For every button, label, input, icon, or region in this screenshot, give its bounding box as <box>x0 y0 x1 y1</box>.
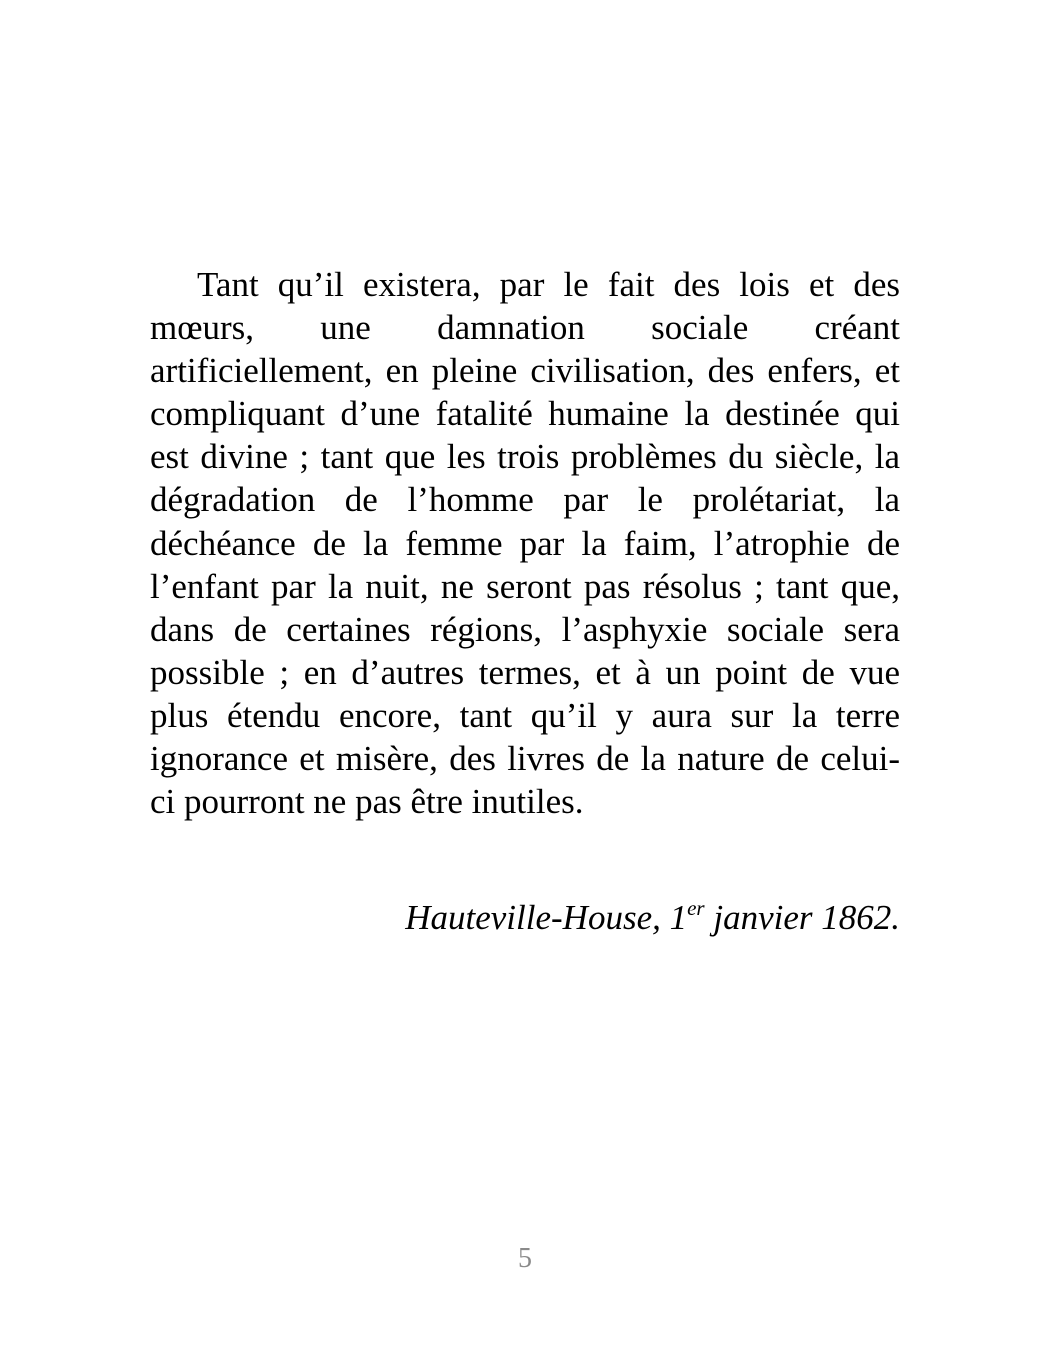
signature-month-year: janvier 1862. <box>704 898 900 938</box>
signature-ordinal-suffix: er <box>687 895 705 920</box>
text-block <box>150 263 900 939</box>
page-number: 5 <box>518 1243 532 1274</box>
body-paragraph: Tant qu’il existera, par le fait des lois et des mœurs, une damnation sociale créant artificiellement, en pleine civilisation, des enfers, et compliquant d’une fatalité humaine la destinée qui est divine ; tant que les trois problèmes du siècle, la dégradation de l’homme par le prolétariat, la déchéance de la femme par la faim, l’atrophie de l’enfant par la nuit, ne seront pas résolus ; tant que, dans de certaines régions, l’asphyxie sociale sera possible ; en d’autres termes, et à un point de vue plus étendu encore, tant qu’il y aura sur la terre ignorance et misère, des livres de la nature de celui-ci pourront ne pas être inutiles. <box>150 265 900 822</box>
signature-line <box>150 896 900 939</box>
signature-place-day: Hauteville-House, 1 <box>405 898 688 938</box>
